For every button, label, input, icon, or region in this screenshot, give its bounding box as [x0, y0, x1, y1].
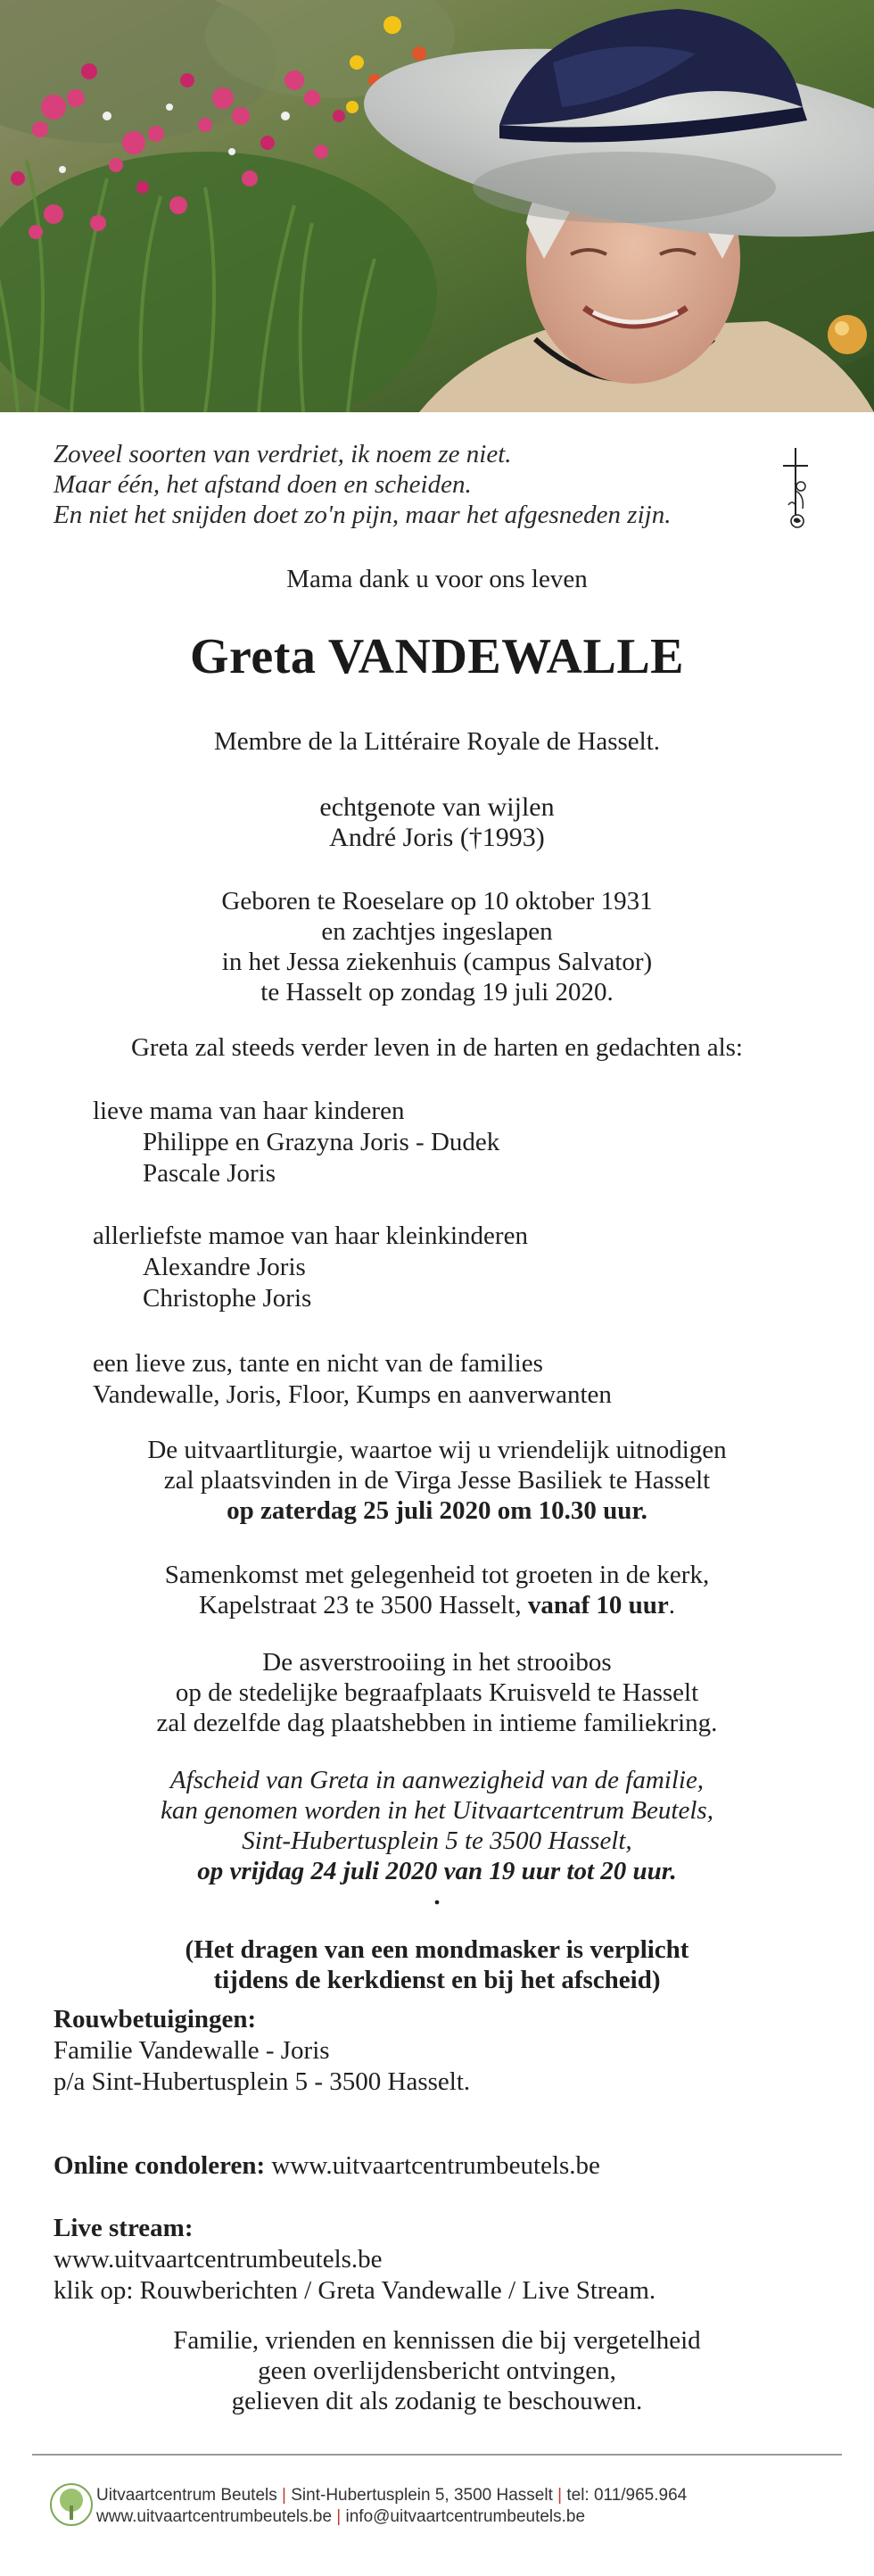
- footer-separator: |: [552, 2486, 567, 2505]
- gathering-block: [0, 1560, 874, 1620]
- gathering-line: Samenkomst met gelegenheid tot groeten in de kerk,: [164, 1561, 710, 1589]
- farewell-date: op vrijdag 24 juli 2020 van 19 uur tot 20 uur.: [197, 1857, 677, 1885]
- families-line: Vandewalle, Joris, Floor, Kumps en aanverwanten: [93, 1380, 612, 1409]
- child-name: Philippe en Grazyna Joris - Dudek: [143, 1128, 500, 1156]
- condolence-heading: Rouwbetuigingen:: [54, 2005, 257, 2033]
- grandchildren-block: [93, 1221, 528, 1314]
- cross-rose-icon: [778, 446, 813, 535]
- birth-line: en zachtjes ingeslapen: [321, 917, 553, 946]
- spouse-block: [0, 792, 874, 853]
- gathering-time: vanaf 10 uur: [527, 1591, 669, 1619]
- deceased-name: Greta VANDEWALLE: [189, 629, 685, 684]
- livestream-instructions: klik op: Rouwberichten / Greta Vandewalle / Live Stream.: [54, 2276, 656, 2305]
- families-block: [93, 1348, 612, 1411]
- poem: [54, 439, 767, 530]
- closing-line: Familie, vrienden en kennissen die bij vergetelheid: [173, 2326, 701, 2355]
- gathering-end: .: [668, 1591, 675, 1619]
- child-name: Pascale Joris: [143, 1159, 276, 1188]
- online-condolence: [54, 2150, 600, 2182]
- ashes-block: [0, 1647, 874, 1738]
- farewell-line: kan genomen worden in het Uitvaartcentrum Beutels,: [161, 1796, 713, 1825]
- footer-phone[interactable]: tel: 011/965.964: [566, 2486, 688, 2505]
- livestream-block: [54, 2213, 656, 2307]
- footer-email[interactable]: info@uitvaartcentrumbeutels.be: [345, 2507, 586, 2526]
- footer-separator: |: [332, 2507, 346, 2526]
- footer-divider: [32, 2454, 842, 2456]
- livestream-heading: Live stream:: [54, 2214, 194, 2242]
- online-url[interactable]: www.uitvaartcentrumbeutels.be: [265, 2151, 600, 2180]
- separator-dot: .: [433, 1882, 441, 1910]
- grandchildren-heading: allerliefste mamoe van haar kleinkinderen: [93, 1222, 528, 1250]
- condolence-line: Familie Vandewalle - Joris: [54, 2036, 330, 2065]
- footer-address: Sint-Hubertusplein 5, 3500 Hasselt: [291, 2486, 553, 2505]
- footer: [96, 2485, 828, 2528]
- farewell-block: [0, 1765, 874, 1910]
- mask-line: (Het dragen van een mondmasker is verplicht: [185, 1935, 689, 1964]
- thanks-line: Mama dank u voor ons leven: [286, 565, 588, 593]
- condolence-line: p/a Sint-Hubertusplein 5 - 3500 Hasselt.: [54, 2067, 471, 2096]
- children-block: [93, 1096, 499, 1189]
- funeral-line: De uitvaartliturgie, waartoe wij u vriendelijk uitnodigen: [147, 1436, 727, 1464]
- remember-intro: Greta zal steeds verder leven in de harten en gedachten als:: [130, 1033, 743, 1062]
- footer-website[interactable]: www.uitvaartcentrumbeutels.be: [96, 2507, 333, 2526]
- mask-notice: [0, 1934, 874, 1995]
- ashes-line: op de stedelijke begraafplaats Kruisveld te Hasselt: [175, 1678, 699, 1707]
- farewell-line: Afscheid van Greta in aanwezigheid van de familie,: [169, 1766, 705, 1794]
- grandchild-name: Alexandre Joris: [143, 1253, 306, 1281]
- birth-line: te Hasselt op zondag 19 juli 2020.: [260, 978, 614, 1006]
- online-label: Online condoleren:: [54, 2151, 266, 2180]
- funeral-date: op zaterdag 25 juli 2020 om 10.30 uur.: [227, 1496, 647, 1525]
- membership-line: Membre de la Littéraire Royale de Hasselt.: [213, 727, 661, 756]
- spouse-name: André Joris (†1993): [329, 823, 545, 852]
- footer-separator: |: [276, 2486, 292, 2505]
- poem-line: Zoveel soorten van verdriet, ik noem ze niet.: [54, 440, 512, 468]
- ashes-line: zal dezelfde dag plaatshebben in intieme familiekring.: [156, 1709, 718, 1737]
- children-heading: lieve mama van haar kinderen: [93, 1097, 405, 1125]
- poem-line: Maar één, het afstand doen en scheiden.: [54, 470, 472, 499]
- farewell-line: Sint-Hubertusplein 5 te 3500 Hasselt,: [242, 1826, 632, 1855]
- tree-logo-icon: [49, 2482, 94, 2527]
- poem-line: En niet het snijden doet zo'n pijn, maar het afgesneden zijn.: [54, 501, 672, 529]
- grandchild-name: Christophe Joris: [143, 1284, 312, 1313]
- footer-company: Uitvaartcentrum Beutels: [96, 2486, 277, 2505]
- closing-line: geen overlijdensbericht ontvingen,: [258, 2357, 616, 2385]
- birth-block: [0, 886, 874, 1007]
- funeral-block: [0, 1435, 874, 1526]
- birth-line: Geboren te Roeselare op 10 oktober 1931: [221, 887, 653, 915]
- closing-block: [0, 2325, 874, 2416]
- funeral-line: zal plaatsvinden in de Virga Jesse Basiliek te Hasselt: [163, 1466, 711, 1495]
- families-heading: een lieve zus, tante en nicht van de families: [93, 1349, 543, 1378]
- ashes-line: De asverstrooiing in het strooibos: [262, 1648, 612, 1677]
- gathering-address: Kapelstraat 23 te 3500 Hasselt,: [198, 1591, 522, 1619]
- mask-line: tijdens de kerkdienst en bij het afscheid): [213, 1966, 661, 1994]
- gathering-line: [0, 1590, 874, 1620]
- closing-line: gelieven dit als zodanig te beschouwen.: [231, 2387, 643, 2415]
- spouse-line: echtgenote van wijlen: [319, 792, 555, 822]
- birth-line: in het Jessa ziekenhuis (campus Salvator): [221, 948, 653, 976]
- portrait-photo: [0, 0, 874, 412]
- livestream-url[interactable]: www.uitvaartcentrumbeutels.be: [54, 2245, 383, 2274]
- condolence-block: [54, 2004, 470, 2098]
